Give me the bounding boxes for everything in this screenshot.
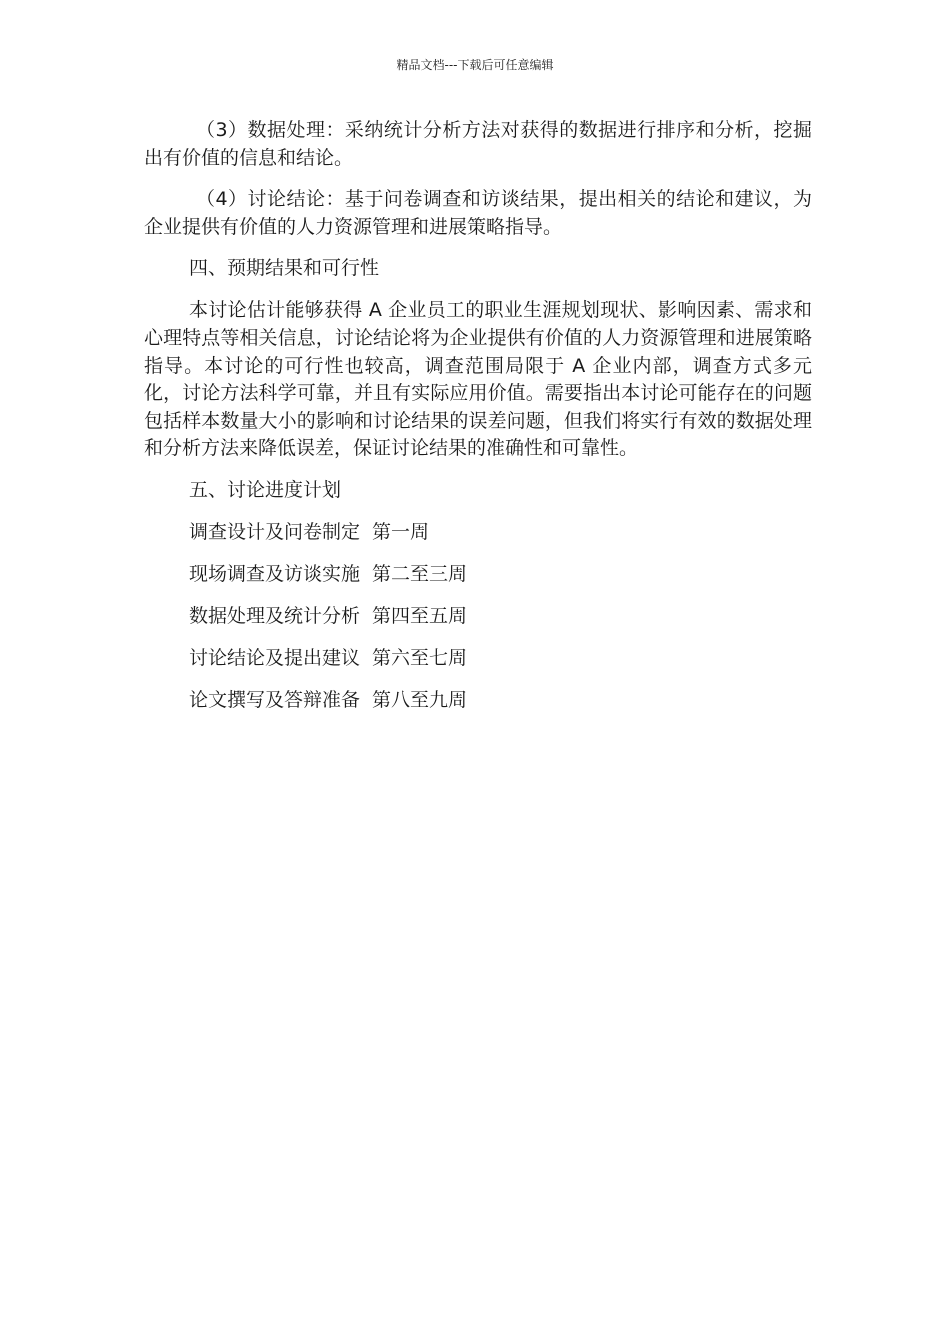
schedule-task: 数据处理及统计分析 bbox=[189, 604, 361, 627]
schedule-period: 第二至三周 bbox=[372, 562, 468, 585]
section-heading-schedule: 五、讨论进度计划 bbox=[189, 478, 342, 501]
schedule-period: 第四至五周 bbox=[372, 604, 468, 627]
section-heading-expected-results: 四、预期结果和可行性 bbox=[189, 257, 380, 280]
schedule-period: 第六至七周 bbox=[372, 646, 468, 669]
schedule-period: 第八至九周 bbox=[372, 688, 468, 711]
method-item-3: （3）数据处理：采纳统计分析方法对获得的数据进行排序和分析，挖掘出有价值的信息和结论。 bbox=[144, 119, 812, 169]
schedule-period: 第一周 bbox=[372, 520, 430, 543]
schedule-row bbox=[189, 519, 812, 547]
schedule-task: 讨论结论及提出建议 bbox=[189, 646, 361, 669]
schedule-row bbox=[189, 645, 812, 673]
schedule-row bbox=[189, 603, 812, 631]
expected-results-paragraph: 本讨论估计能够获得 A 企业员工的职业生涯规划现状、影响因素、需求和心理特点等相关信息，讨论结论将为企业提供有价值的人力资源管理和进展策略指导。本讨论的可行性也较高，调查范围局限于 A 企业内部，调查方式多元化，讨论方法科学可靠，并且有实际应用价值。需要指出本讨论可能存在的问题包括样本数量大小的影响和讨论结果的误差问题，但我们将实行有效的数据处理和分析方法来降低误差，保证讨论结果的准确性和可靠性。 bbox=[144, 299, 812, 460]
page-header: 精品文档---下载后可任意编辑 bbox=[396, 58, 554, 72]
schedule-task: 调查设计及问卷制定 bbox=[189, 520, 361, 543]
schedule-task: 论文撰写及答辩准备 bbox=[189, 688, 361, 711]
schedule-row bbox=[189, 687, 812, 715]
schedule-list bbox=[144, 519, 812, 715]
method-item-4: （4）讨论结论：基于问卷调查和访谈结果，提出相关的结论和建议，为企业提供有价值的人力资源管理和进展策略指导。 bbox=[144, 188, 812, 238]
schedule-row bbox=[189, 561, 812, 589]
schedule-task: 现场调查及访谈实施 bbox=[189, 562, 361, 585]
document-body bbox=[144, 117, 812, 729]
